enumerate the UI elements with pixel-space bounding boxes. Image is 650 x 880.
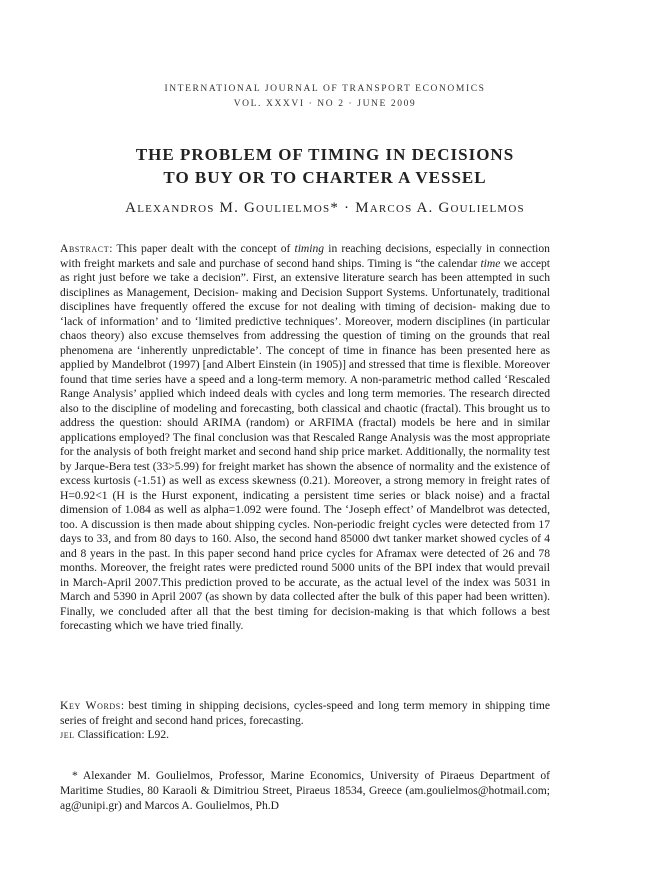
journal-name: INTERNATIONAL JOURNAL OF TRANSPORT ECONOMICS [164,84,486,94]
abstract-label-sep: : [109,242,117,255]
author-2: Marcos A. Goulielmos [355,200,525,216]
footnote-mark: * [72,769,78,782]
keywords-text: best timing in shipping decisions, cycles-speed and long term memory in shipping time series of freight and second hand prices, forecasting. [60,699,550,727]
journal-issue: VOL. XXXVI · NO 2 · JUNE 2009 [233,99,417,109]
keywords-label: Key Words [60,699,121,712]
abstract-time-italic: time [480,256,501,270]
abstract-text-3: we accept as right just before we take a decision”. First, an extensive literature search has been attempted in such disciplines as Management, Decision- making and Decision Support Systems. Unfortunately, traditional disciplines have frequently offered the excuse for not dealing with timing of decision- making due to ‘lack of information’ and to ‘limited predictive techniques’. Moreover, modern disciplines (in particular chaos theory) also excuse themselves from addressing the question of timing on the grounds that real phenomena are ‘inherently unpredictable’. The concept of time in finance has been presented here as applied by Mandelbrot (1997) [and Albert Einstein (in 1905)] and stressed that time is flexible. Moreover found that time series have a speed and a long-term memory. A non-parametric method called ‘Rescaled Range Analysis’ applied which indeed deals with cycles and long term memories. The research directed also to the discipline of modeling and forecasting, both classical and chaotic (fractal). This brought us to address the question: should ARIMA (random) or ARFIMA (fractal) models be here and in similar applications employed? The final conclusion was that Rescaled Range Analysis was the most appropriate for the analysis of both freight market and second hand ship price market. Additionally, the normality test by Jarque-Bera test (33>5.99) for freight market has shown the absence of normality and the existence of excess kurtosis (-1.51) as well as excess skewness (0.21). Moreover, a strong memory in freight rates of H=0.92<1 (H is the Hurst exponent, indicating a persistent time series or black noise) and a fractal dimension of 1.084 as well as alpha=1.092 were found. The ‘Joseph effect’ of Mandelbrot was detected, too. A discussion is then made about shipping cycles. Non-periodic freight cycles were detected from 17 days to 33, and from 80 days to 160. Also, the second hand 85000 dwt tanker market showed cycles of 4 and 8 years in the past. In this paper second hand price cycles for Aframax were detected of 26 and 78 months. Moreover, the freight rates were predicted round 5000 units of the BPI index that would prevail in March-April 2007.This prediction proved to be accurate, as the actual level of the index was 5031 in March and 5390 in April 2007 (as shown by data collected after the bulk of this paper had been written). Finally, we concluded after all that the best timing for decision-making is that which follows a best forecasting which we have tried finally. [60,256,551,632]
footnote-text: Alexander M. Goulielmos, Professor, Marine Economics, University of Piraeus Department of Maritime Studies, 80 Karaoli & Dimitriou Street, Piraeus 18534, Greece (am.goulielmos@hotmail.com; ag@unipi.gr) and Marcos A. Goulielmos, Ph.D [60,769,550,812]
keywords-label-sep: : [120,699,129,712]
keywords [60,699,550,743]
jel-label: jel [60,728,75,741]
paper-title-line-2: TO BUY OR TO CHARTER A VESSEL [163,168,487,187]
paper-title-line-1: THE PROBLEM OF TIMING IN DECISIONS [135,145,515,164]
abstract-text-2: in reaching decisions, especially in connection with freight markets and sale and purchase of second hand ships. Timing is “the calendar [60,242,550,270]
abstract-label: Abstract [60,242,110,255]
jel-classification [60,728,550,743]
abstract-text-1: This paper dealt with the concept of [116,242,295,255]
jel-text: Classification: L92. [74,728,170,741]
author-separator: · [339,200,356,216]
author-1-footnote-mark: * [330,200,340,216]
author-footnote [60,768,550,813]
author-1: Alexandros M. Goulielmos [125,200,331,216]
abstract-timing-italic: timing [294,242,325,255]
authors [0,200,650,217]
abstract [60,242,550,634]
